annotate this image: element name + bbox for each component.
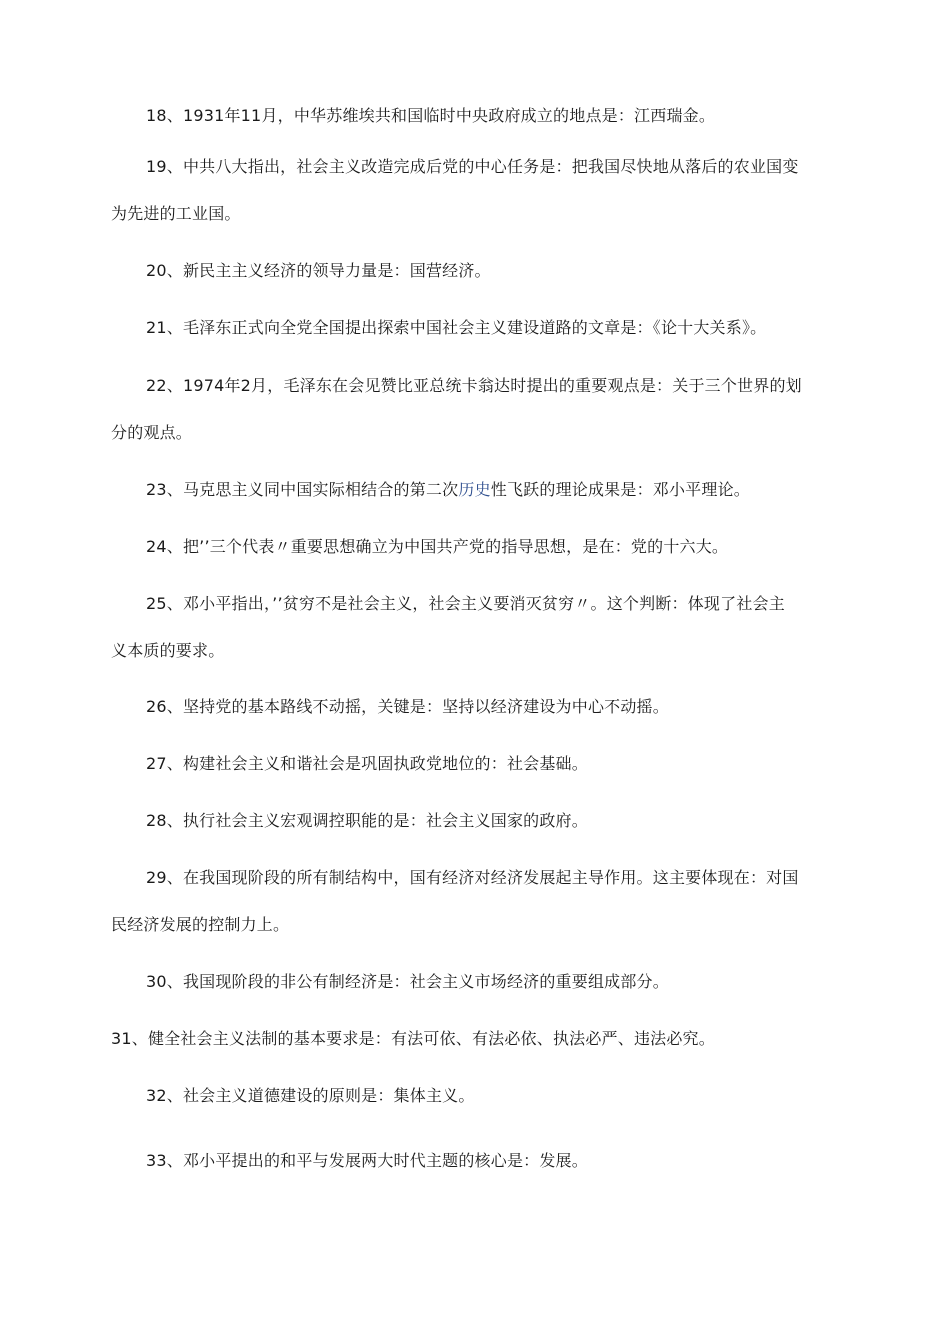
item-26 [111, 683, 841, 730]
history-link[interactable]: 历史 [458, 480, 491, 499]
item-29-line2: 民经济发展的控制力上。 [111, 915, 290, 934]
item-33-line1: 33、邓小平提出的和平与发展两大时代主题的核心是：发展。 [146, 1151, 588, 1170]
item-28-line1: 28、执行社会主义宏观调控职能的是：社会主义国家的政府。 [146, 811, 588, 830]
item-25-line2: 义本质的要求。 [111, 641, 225, 660]
item-29-line1: 29、在我国现阶段的所有制结构中，国有经济对经济发展起主导作用。这主要体现在：对国 [146, 868, 799, 887]
item-23-text-pre: 23、马克思主义同中国实际相结合的第二次 [146, 480, 459, 499]
item-18 [111, 92, 841, 139]
item-27 [111, 740, 841, 787]
item-28 [111, 797, 841, 844]
item-18-line1: 18、1931年11月，中华苏维埃共和国临时中央政府成立的地点是：江西瑞金。 [146, 106, 716, 125]
item-23 [111, 466, 841, 513]
item-21 [111, 304, 841, 351]
item-30-line1: 30、我国现阶段的非公有制经济是：社会主义市场经济的重要组成部分。 [146, 972, 669, 991]
item-22 [111, 362, 841, 456]
item-31 [111, 1015, 841, 1062]
item-22-line1: 22、1974年2月，毛泽东在会见赞比亚总统卡翁达时提出的重要观点是：关于三个世界的划 [146, 376, 802, 395]
item-21-line1: 21、毛泽东正式向全党全国提出探索中国社会主义建设道路的文章是：《论十大关系》。 [146, 318, 767, 337]
item-26-line1: 26、坚持党的基本路线不动摇，关键是：坚持以经济建设为中心不动摇。 [146, 697, 669, 716]
item-30 [111, 958, 841, 1005]
item-19 [111, 143, 841, 237]
item-23-line1 [111, 466, 841, 513]
item-33 [111, 1137, 841, 1184]
item-20-line1: 20、新民主主义经济的领导力量是：国营经济。 [146, 261, 491, 280]
item-31-line1: 31、健全社会主义法制的基本要求是：有法可依、有法必依、执法必严、违法必究。 [111, 1029, 715, 1048]
item-24 [111, 523, 841, 570]
item-25-line1: 25、邓小平指出，’’贫穷不是社会主义，社会主义要消灭贫穷〃。这个判断：体现了社会主 [146, 594, 785, 613]
item-32 [111, 1072, 841, 1119]
item-29 [111, 854, 841, 948]
item-23-text-post: 性飞跃的理论成果是：邓小平理论。 [490, 480, 750, 499]
item-25 [111, 580, 841, 674]
item-27-line1: 27、构建社会主义和谐社会是巩固执政党地位的：社会基础。 [146, 754, 588, 773]
item-20 [111, 247, 841, 294]
item-24-line1: 24、把’’三个代表〃重要思想确立为中国共产党的指导思想，是在：党的十六大。 [146, 537, 729, 556]
item-19-line2: 为先进的工业国。 [111, 204, 241, 223]
item-22-line2: 分的观点。 [111, 423, 193, 442]
item-19-line1: 19、中共八大指出，社会主义改造完成后党的中心任务是：把我国尽快地从落后的农业国变 [146, 157, 799, 176]
item-32-line1: 32、社会主义道德建设的原则是：集体主义。 [146, 1086, 475, 1105]
